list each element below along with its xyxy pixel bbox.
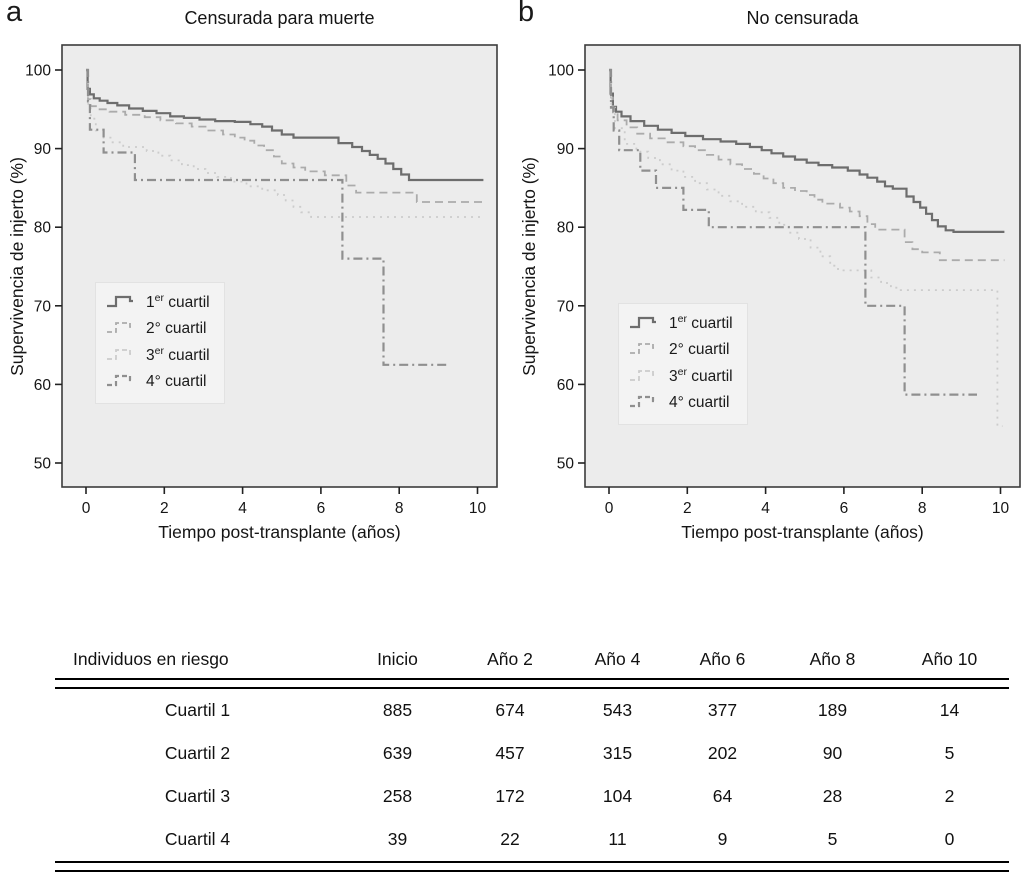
- table-double-rule-bottom: [55, 861, 1009, 872]
- x-tick-label: 8: [917, 500, 927, 517]
- legend-key: [629, 337, 661, 362]
- table-double-rule-top: [55, 678, 1009, 689]
- legend: [619, 304, 747, 424]
- panel-a-x-axis-label: Tiempo post-transplante (años): [158, 522, 401, 542]
- panel-a-title: Censurada para muerte: [184, 8, 375, 28]
- risk-table-header-cell: Año 10: [921, 648, 978, 669]
- risk-table-value: 64: [712, 786, 733, 806]
- panel-a-y-axis-label: Supervivencia de injerto (%): [6, 156, 27, 376]
- risk-table-value: 202: [707, 743, 738, 763]
- legend-label: 1er cuartil: [669, 313, 733, 333]
- legend-item-quartile-3: [629, 363, 733, 390]
- x-tick-label: 0: [604, 500, 614, 517]
- risk-table-value: 885: [382, 700, 413, 720]
- panel-b-y-axis-label: Supervivencia de injerto (%): [518, 156, 539, 376]
- panel-b: [512, 0, 1024, 600]
- risk-table-value: 39: [387, 829, 408, 849]
- risk-table-header-cell: Año 8: [809, 648, 856, 669]
- legend-key-line: [106, 316, 138, 336]
- legend-key: [106, 290, 138, 315]
- legend-label: 4° cuartil: [146, 372, 207, 390]
- legend-key-line: [629, 337, 661, 357]
- risk-table-value: 11: [608, 829, 627, 849]
- y-tick-label: 60: [33, 376, 51, 394]
- y-tick-label: 70: [33, 298, 51, 316]
- legend-key: [106, 343, 138, 368]
- risk-table-row-label: Cuartil 4: [164, 829, 231, 849]
- risk-table-value: 674: [495, 700, 525, 720]
- legend-key: [629, 364, 661, 389]
- legend-label: 3er cuartil: [669, 366, 733, 386]
- risk-table-row-quartile-4: [55, 818, 1009, 861]
- risk-table-value: 315: [602, 743, 633, 763]
- y-tick-label: 80: [556, 219, 574, 237]
- legend-item-quartile-1: [106, 289, 210, 316]
- risk-table-value: 90: [822, 743, 843, 763]
- risk-table-row-label: Cuartil 2: [164, 743, 231, 763]
- x-tick-label: 2: [682, 500, 692, 517]
- risk-table-value: 5: [944, 743, 955, 763]
- panel-a-letter: a: [6, 0, 23, 28]
- risk-table-header-row: [55, 640, 1009, 678]
- x-tick-label: 4: [761, 500, 770, 517]
- risk-table-value: 639: [382, 743, 413, 763]
- risk-table-row-label: Cuartil 1: [164, 700, 231, 720]
- panel-b-letter: b: [518, 0, 535, 28]
- legend-key: [629, 390, 661, 415]
- x-tick-label: 10: [468, 500, 487, 517]
- legend-item-quartile-2: [106, 316, 210, 343]
- km-plot-a: [0, 0, 512, 560]
- x-tick-label: 4: [238, 500, 247, 517]
- legend-key-line: [106, 290, 138, 310]
- risk-table-header-cell: Inicio: [377, 648, 418, 669]
- legend: [96, 283, 224, 403]
- legend-label: 1er cuartil: [146, 292, 210, 312]
- legend-key-line: [106, 369, 138, 389]
- risk-table-value: 172: [495, 786, 525, 806]
- risk-table-value: 189: [817, 700, 848, 720]
- x-tick-label: 6: [316, 500, 326, 517]
- legend-item-quartile-3: [106, 342, 210, 369]
- x-tick-label: 10: [991, 500, 1010, 517]
- panel-b-title: No censurada: [746, 8, 859, 28]
- y-tick-label: 100: [548, 62, 574, 80]
- risk-table-value: 28: [822, 786, 843, 806]
- risk-table-value: 2: [944, 786, 955, 806]
- y-tick-label: 90: [33, 141, 51, 159]
- risk-table-value: 543: [602, 700, 633, 720]
- legend-key-line: [629, 311, 661, 331]
- legend-key: [106, 316, 138, 341]
- risk-table-row-label: Cuartil 3: [164, 786, 231, 806]
- legend-key-line: [106, 343, 138, 363]
- y-tick-label: 90: [556, 141, 574, 159]
- x-tick-label: 6: [839, 500, 849, 517]
- y-tick-label: 60: [556, 376, 574, 394]
- y-tick-label: 70: [556, 298, 574, 316]
- risk-table-value: 377: [707, 700, 738, 720]
- risk-table-value: 9: [717, 829, 728, 849]
- y-tick-label: 80: [33, 219, 51, 237]
- risk-table-row-quartile-1: [55, 689, 1009, 732]
- legend-label: 2° cuartil: [146, 319, 207, 337]
- risk-table-header-cell: Individuos en riesgo: [73, 648, 229, 669]
- panel-a: [0, 0, 512, 600]
- x-tick-label: 8: [394, 500, 404, 517]
- risk-table-row-quartile-2: [55, 732, 1009, 775]
- legend-item-quartile-4: [629, 390, 733, 417]
- legend-item-quartile-1: [629, 310, 733, 337]
- risk-table-header-cell: Año 4: [594, 648, 641, 669]
- risk-table: [55, 640, 1009, 872]
- legend-key-line: [629, 364, 661, 384]
- risk-table-value: 457: [495, 743, 525, 763]
- risk-table-value: 5: [827, 829, 838, 849]
- y-tick-label: 50: [556, 455, 574, 473]
- legend-item-quartile-4: [106, 369, 210, 396]
- y-tick-label: 50: [33, 455, 51, 473]
- plot-background: [62, 45, 497, 487]
- risk-table-value: 14: [939, 700, 960, 720]
- km-plot-b: [512, 0, 1024, 560]
- risk-table-value: 104: [602, 786, 633, 806]
- risk-table-header-cell: Año 2: [487, 648, 533, 669]
- legend-key: [629, 311, 661, 336]
- legend-label: 4° cuartil: [669, 393, 730, 411]
- x-tick-label: 0: [81, 500, 91, 517]
- y-tick-label: 100: [25, 62, 51, 80]
- risk-table-header-cell: Año 6: [699, 648, 746, 669]
- legend-key: [106, 369, 138, 394]
- legend-label: 2° cuartil: [669, 340, 730, 358]
- panel-b-x-axis-label: Tiempo post-transplante (años): [681, 522, 924, 542]
- x-tick-label: 2: [159, 500, 169, 517]
- risk-table-value: 0: [944, 829, 955, 849]
- legend-key-line: [629, 390, 661, 410]
- legend-label: 3er cuartil: [146, 345, 210, 365]
- risk-table-value: 22: [500, 829, 520, 849]
- risk-table-value: 258: [382, 786, 413, 806]
- risk-table-row-quartile-3: [55, 775, 1009, 818]
- legend-item-quartile-2: [629, 337, 733, 364]
